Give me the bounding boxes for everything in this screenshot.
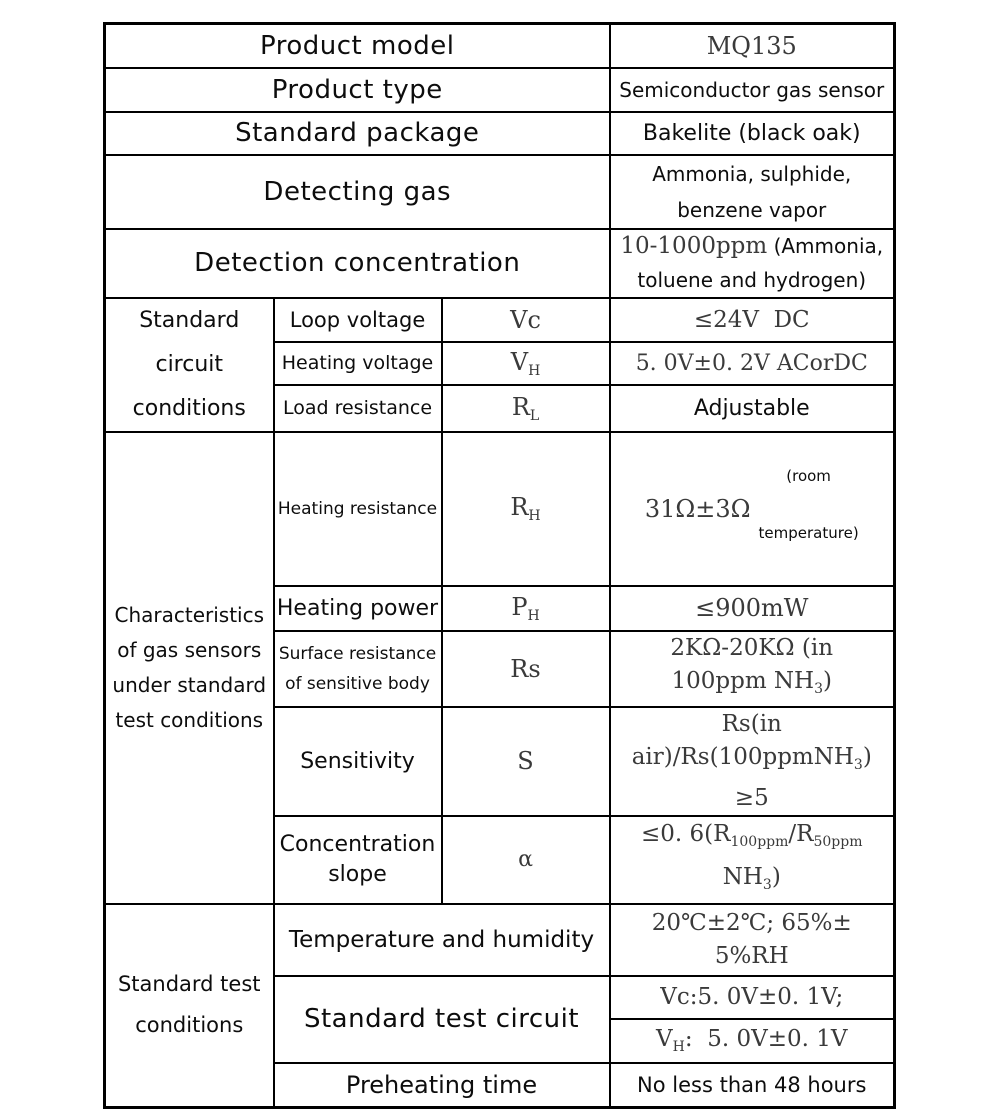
test-circuit-vc-value: Vc:5. 0V±0. 1V;: [660, 984, 844, 1010]
product-type-value-cell: [610, 68, 895, 112]
test-circuit-name-cell: [274, 976, 610, 1063]
standard-test-group-line1: Standard test: [117, 972, 261, 997]
surface-resistance-name-line2: of sensitive body: [285, 673, 430, 694]
concentration-slope-name-line1: Concentration: [279, 831, 436, 857]
row-loop-voltage: [105, 298, 895, 342]
concentration-slope-value-cell: [610, 816, 895, 904]
characteristics-group-cell: [105, 432, 274, 904]
heating-resistance-value: 31Ω±3Ω: [644, 494, 751, 523]
sensitivity-name-cell: [274, 707, 442, 816]
concentration-slope-name-line2: slope: [328, 861, 387, 887]
heating-resistance-value-cell: [610, 432, 895, 586]
concentration-slope-value-line2: $NH_3$): [722, 863, 781, 893]
row-product-model: [105, 24, 895, 68]
loop-voltage-name: Loop voltage: [289, 307, 426, 332]
detection-concentration-label: Detection concentration: [194, 248, 521, 278]
row-standard-package: [105, 112, 895, 155]
loop-voltage-value: ≤24V DC: [693, 306, 810, 333]
detection-concentration-line1: [613, 230, 892, 264]
test-circuit-vh-value: $V_H$: 5. 0V±0. 1V: [656, 1026, 848, 1055]
heating-power-symbol: $P_H$: [511, 592, 540, 624]
sensitivity-value-line2: air)/Rs(100ppmNH$_3$): [631, 743, 872, 773]
standard-package-value-cell: [610, 112, 895, 155]
standard-test-group-line2: conditions: [135, 1013, 244, 1038]
heating-power-value-cell: [610, 586, 895, 631]
detection-concentration-label-cell: [105, 229, 610, 298]
concentration-slope-symbol-cell: [442, 816, 610, 904]
detection-concentration-note2: toluene and hydrogen): [637, 267, 867, 292]
sensitivity-name: Sensitivity: [300, 748, 415, 774]
heating-resistance-symbol: $R_H$: [510, 493, 541, 524]
product-type-label: Product type: [271, 74, 443, 105]
test-circuit-vh-value-cell: [610, 1019, 895, 1063]
heating-resistance-name-cell: [274, 432, 442, 586]
heating-power-value: ≤900mW: [695, 594, 809, 622]
standard-circuit-group-line1: Standard: [139, 307, 240, 333]
surface-resistance-name-cell: [274, 631, 442, 707]
heating-power-name-cell: [274, 586, 442, 631]
sensitivity-value-line3: ≥5: [734, 784, 769, 811]
product-type-value: Semiconductor gas sensor: [619, 77, 885, 102]
detecting-gas-value-line1: Ammonia, sulphide,: [652, 161, 852, 186]
sensitivity-symbol: S: [517, 747, 534, 775]
heating-voltage-symbol: $V_H$: [510, 347, 541, 379]
load-resistance-value-cell: [610, 385, 895, 431]
detection-concentration-note1: (Ammonia,: [767, 233, 884, 258]
product-model-value: MQ135: [706, 31, 797, 60]
loop-voltage-symbol-cell: [442, 298, 610, 342]
standard-test-group-cell: [105, 904, 274, 1108]
load-resistance-symbol-cell: [442, 385, 610, 431]
product-model-label-cell: [105, 24, 610, 68]
test-circuit-vc-value-cell: [610, 976, 895, 1019]
row-detecting-gas: [105, 155, 895, 229]
detecting-gas-label-cell: [105, 155, 610, 229]
row-product-type: [105, 68, 895, 112]
load-resistance-name-cell: [274, 385, 442, 431]
heating-power-symbol-cell: [442, 586, 610, 631]
heating-resistance-note: (room temperature): [758, 466, 859, 542]
surface-resistance-symbol: Rs: [510, 654, 541, 683]
loop-voltage-name-cell: [274, 298, 442, 342]
surface-resistance-symbol-cell: [442, 631, 610, 707]
load-resistance-value: Adjustable: [693, 395, 810, 421]
heating-voltage-value-cell: [610, 342, 895, 385]
detecting-gas-value-line2: benzene vapor: [677, 197, 827, 222]
concentration-slope-name-cell: [274, 816, 442, 904]
characteristics-group-line4: test conditions: [115, 707, 264, 732]
heating-power-name: Heating power: [276, 595, 439, 621]
row-heating-resistance: [105, 432, 895, 586]
spec-table: [103, 22, 896, 1109]
temperature-humidity-name-cell: [274, 904, 610, 976]
preheating-time-value-cell: [610, 1063, 895, 1108]
surface-resistance-value-line1: 2KΩ-20KΩ (in: [670, 634, 834, 661]
standard-circuit-group-line2: circuit: [155, 351, 224, 377]
surface-resistance-value-line2: 100ppm $NH_3$): [671, 667, 833, 697]
product-model-label: Product model: [260, 30, 455, 61]
heating-voltage-symbol-cell: [442, 342, 610, 385]
heating-voltage-value: 5. 0V±0. 2V ACorDC: [635, 350, 868, 376]
standard-package-label-cell: [105, 112, 610, 155]
sensitivity-value-line1: Rs(in: [721, 710, 782, 737]
characteristics-group-line2: of gas sensors: [117, 637, 262, 662]
detection-concentration-range: 10-1000ppm: [620, 232, 768, 259]
temperature-humidity-value-cell: [610, 904, 895, 976]
heating-resistance-name: Heating resistance: [277, 498, 438, 519]
standard-package-value: Bakelite (black oak): [642, 120, 861, 146]
characteristics-group-line1: Characteristics: [114, 602, 265, 627]
detecting-gas-value-cell: [610, 155, 895, 229]
sensitivity-symbol-cell: [442, 707, 610, 816]
heating-voltage-name: Heating voltage: [281, 352, 434, 375]
characteristics-group-line3: under standard: [112, 672, 267, 697]
detection-concentration-value-cell: [610, 229, 895, 298]
standard-circuit-group-cell: [105, 298, 274, 432]
product-type-label-cell: [105, 68, 610, 112]
preheating-time-name-cell: [274, 1063, 610, 1108]
concentration-slope-value-line1: ≤0. $6(R_{100ppm}/R_{50ppm}$: [641, 820, 863, 850]
load-resistance-name: Load resistance: [282, 397, 433, 420]
heating-voltage-name-cell: [274, 342, 442, 385]
loop-voltage-value-cell: [610, 298, 895, 342]
preheating-time-value: No less than 48 hours: [637, 1072, 867, 1097]
temperature-humidity-value-line1: 20℃±2℃; 65%±: [651, 909, 852, 936]
row-detection-concentration: [105, 229, 895, 298]
loop-voltage-symbol: Vc: [510, 305, 541, 334]
detecting-gas-label: Detecting gas: [263, 176, 452, 207]
preheating-time-name: Preheating time: [345, 1070, 538, 1099]
heating-resistance-symbol-cell: [442, 432, 610, 586]
sensitivity-value-cell: [610, 707, 895, 816]
load-resistance-symbol: $R_L$: [511, 392, 540, 424]
surface-resistance-name-line1: Surface resistance: [278, 643, 437, 664]
standard-package-label: Standard package: [235, 118, 480, 148]
concentration-slope-symbol: α: [518, 847, 533, 872]
surface-resistance-value-cell: [610, 631, 895, 707]
temperature-humidity-name: Temperature and humidity: [288, 926, 595, 953]
product-model-value-cell: [610, 24, 895, 68]
row-temperature-humidity: [105, 904, 895, 976]
temperature-humidity-value-line2: 5%RH: [714, 942, 789, 969]
test-circuit-name: Standard test circuit: [303, 1004, 580, 1034]
standard-circuit-group-line3: conditions: [132, 395, 246, 421]
